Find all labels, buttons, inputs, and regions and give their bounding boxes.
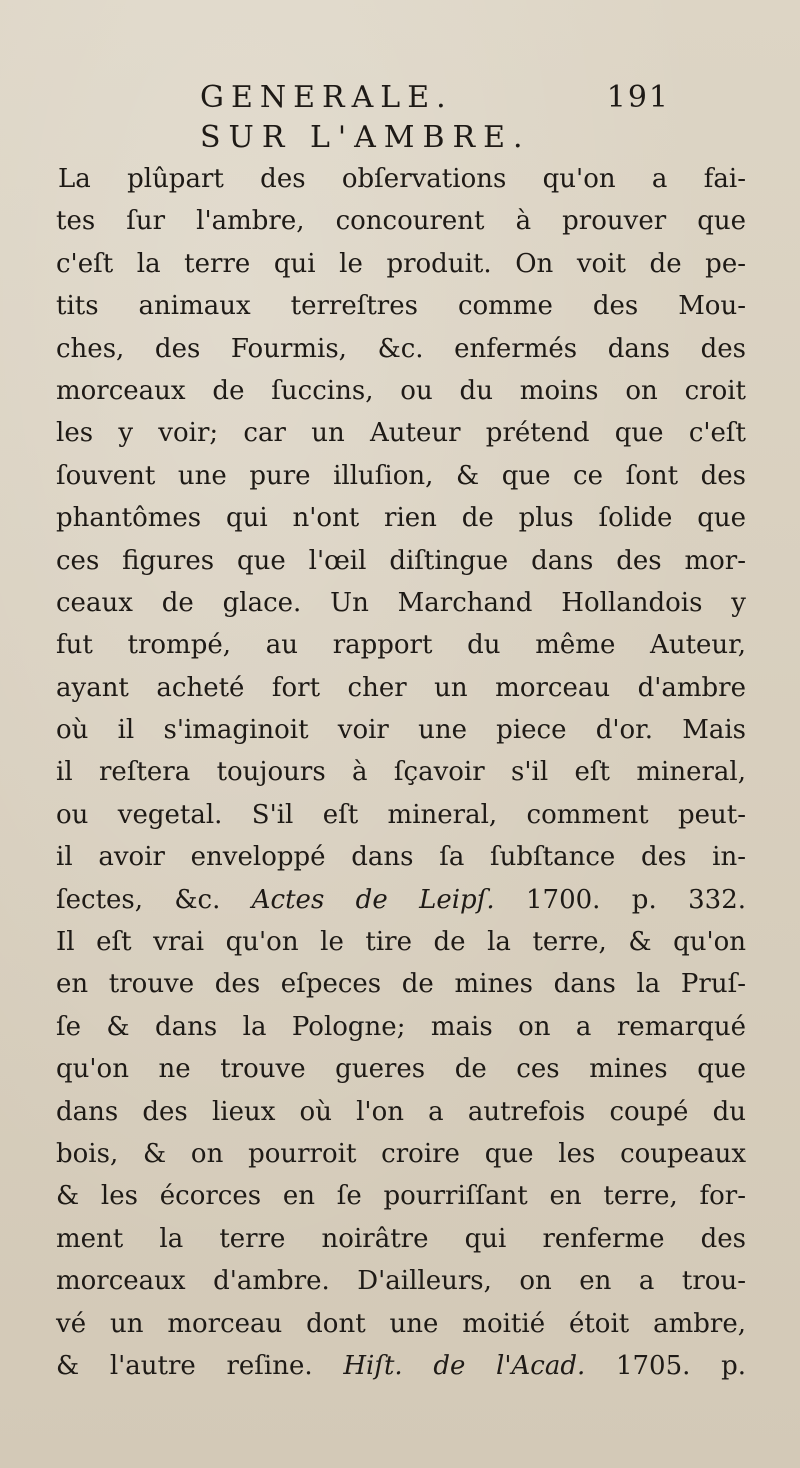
section-title: SUR L'AMBRE. xyxy=(200,120,531,155)
body-text xyxy=(56,158,746,1387)
text-line: Il eſt vrai qu'on le tire de la terre, & qu'on xyxy=(56,927,746,958)
text-line: morceaux d'ambre. D'ailleurs, on en a trou- xyxy=(56,1266,746,1297)
text-line: en trouve des eſpeces de mines dans la Pruſ- xyxy=(56,969,746,1000)
text-line: ſouvent une pure illuſion, & que ce ſont des xyxy=(56,460,746,491)
text-line: ayant acheté fort cher un morceau d'ambre xyxy=(56,672,746,703)
text-line: bois, & on pourroit croire que les coupeaux xyxy=(56,1138,746,1169)
citation-source: Actes de Leipſ. xyxy=(251,884,495,915)
text-line: ou vegetal. S'il eſt mineral, comment peut- xyxy=(56,799,746,830)
text-line-with-citation xyxy=(56,879,746,921)
text-line: & les écorces en ſe pourriſſant en terre, for- xyxy=(56,1181,746,1212)
text-line: La plûpart des obſervations qu'on a fai- xyxy=(58,164,746,194)
text-line: ches, des Fourmis, &c. enfermés dans des xyxy=(56,333,746,364)
page-number: 191 xyxy=(606,80,670,115)
text-segment: ſectes, &c. xyxy=(56,884,221,915)
text-line: phantômes qui n'ont rien de plus ſolide que xyxy=(56,503,746,534)
text-line: il reſtera toujours à ſçavoir s'il eſt mineral, xyxy=(56,757,746,788)
text-line: ment la terre noirâtre qui renferme des xyxy=(56,1223,746,1254)
text-line: ceaux de glace. Un Marchand Hollandois y xyxy=(56,587,746,618)
text-line: c'eſt la terre qui le produit. On voit de pe- xyxy=(56,248,746,279)
text-line: il avoir enveloppé dans ſa ſubſtance des in- xyxy=(56,842,746,873)
text-segment: & l'autre reſine. xyxy=(56,1350,313,1381)
text-line: où il s'imaginoit voir une piece d'or. Mais xyxy=(56,715,746,746)
running-head: GENERALE. xyxy=(200,80,453,115)
citation-source: Hiſt. de l'Acad. xyxy=(343,1350,586,1381)
text-line-with-citation xyxy=(56,1345,746,1387)
text-line: tits animaux terreſtres comme des Mou- xyxy=(56,291,746,322)
text-line: tes ſur l'ambre, concourent à prouver que xyxy=(56,206,746,237)
page-header xyxy=(200,78,670,120)
text-line: ſe & dans la Pologne; mais on a remarqué xyxy=(56,1011,746,1042)
text-line: les y voir; car un Auteur prétend que c'eſt xyxy=(56,418,746,449)
text-line: qu'on ne trouve gueres de ces mines que xyxy=(56,1054,746,1085)
text-line: morceaux de ſuccins, ou du moins on croit xyxy=(56,375,746,406)
text-line: dans des lieux où l'on a autrefois coupé du xyxy=(56,1096,746,1127)
text-line: vé un morceau dont une moitié étoit ambre, xyxy=(56,1308,746,1339)
text-line: ces figures que l'œil diſtingue dans des mor- xyxy=(56,545,746,576)
citation-reference: 1700. p. 332. xyxy=(525,884,746,915)
text-line: fut trompé, au rapport du même Auteur, xyxy=(56,630,746,661)
citation-reference: 1705. p. xyxy=(615,1350,746,1381)
